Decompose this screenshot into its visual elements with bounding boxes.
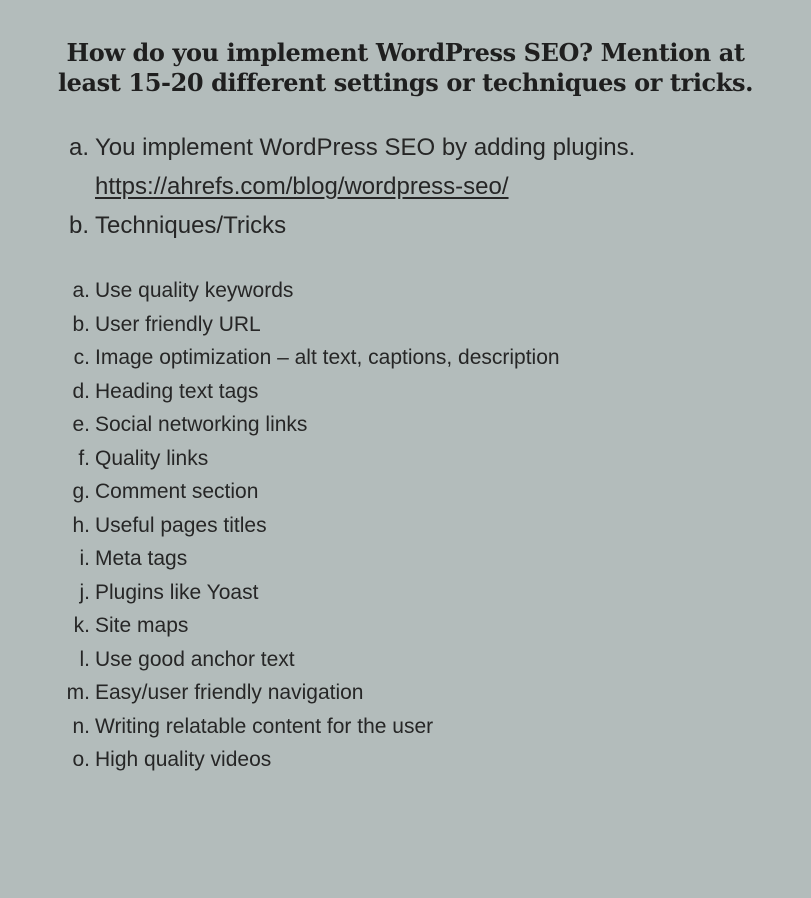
list-item-text: Image optimization – alt text, captions, description — [95, 346, 560, 369]
list-item — [0, 576, 811, 610]
list-item — [0, 375, 811, 409]
list-item-text: Social networking links — [95, 413, 308, 436]
list-item-text: User friendly URL — [95, 312, 261, 336]
list-marker: l. — [79, 647, 90, 671]
list-marker: o. — [72, 748, 90, 771]
list-item — [0, 676, 811, 710]
list-marker: h. — [72, 513, 90, 537]
list-item — [0, 509, 811, 543]
question-line-1: How do you implement WordPress SEO? Mention at — [66, 38, 745, 67]
list-item — [0, 609, 811, 643]
list-item-text: Plugins like Yoast — [95, 580, 259, 604]
question-line-2: least 15-20 different settings or techniques or tricks. — [57, 68, 754, 97]
list-item — [0, 341, 811, 375]
list-item-text: Use good anchor text — [95, 647, 295, 671]
answer-list — [0, 128, 811, 245]
list-marker: i. — [79, 547, 90, 570]
list-item — [0, 274, 811, 308]
list-item-text: Meta tags — [95, 547, 188, 570]
list-marker: c. — [73, 346, 90, 369]
list-marker: m. — [66, 681, 90, 704]
list-marker: e. — [72, 413, 90, 436]
list-item-text: Site maps — [95, 614, 189, 637]
list-item-text: Heading text tags — [95, 379, 259, 403]
answer-text: Techniques/Tricks — [95, 212, 287, 239]
list-item-text: Easy/user friendly navigation — [95, 681, 364, 704]
list-marker: b. — [68, 212, 89, 239]
list-item-text: Comment section — [95, 480, 259, 503]
list-item — [0, 643, 811, 677]
list-marker: d. — [72, 379, 90, 403]
list-item — [0, 408, 811, 442]
answer-text: You implement WordPress SEO by adding plugins. — [95, 134, 636, 161]
techniques-list — [0, 274, 811, 777]
answer-item-a — [0, 128, 715, 206]
list-marker: g. — [72, 480, 90, 503]
list-marker: b. — [72, 312, 90, 336]
wordpress-seo-link[interactable]: https://ahrefs.com/blog/wordpress-seo/ — [95, 173, 509, 200]
list-marker: a. — [68, 134, 89, 161]
list-marker: k. — [73, 614, 90, 637]
list-marker: n. — [72, 714, 90, 738]
list-item-text: Quality links — [95, 446, 209, 470]
list-marker: j. — [79, 580, 90, 604]
list-item — [0, 442, 811, 476]
list-item-text: Useful pages titles — [95, 513, 267, 537]
list-item — [0, 308, 811, 342]
list-marker: f. — [78, 446, 90, 470]
list-marker: a. — [72, 279, 90, 302]
list-item — [0, 475, 811, 509]
list-item — [0, 710, 811, 744]
list-item-text: Writing relatable content for the user — [95, 714, 434, 738]
list-item — [0, 743, 811, 777]
list-item — [0, 542, 811, 576]
answer-item-b — [0, 206, 715, 245]
question-heading — [40, 38, 771, 98]
list-item-text: Use quality keywords — [95, 279, 294, 302]
list-item-text: High quality videos — [95, 748, 272, 771]
